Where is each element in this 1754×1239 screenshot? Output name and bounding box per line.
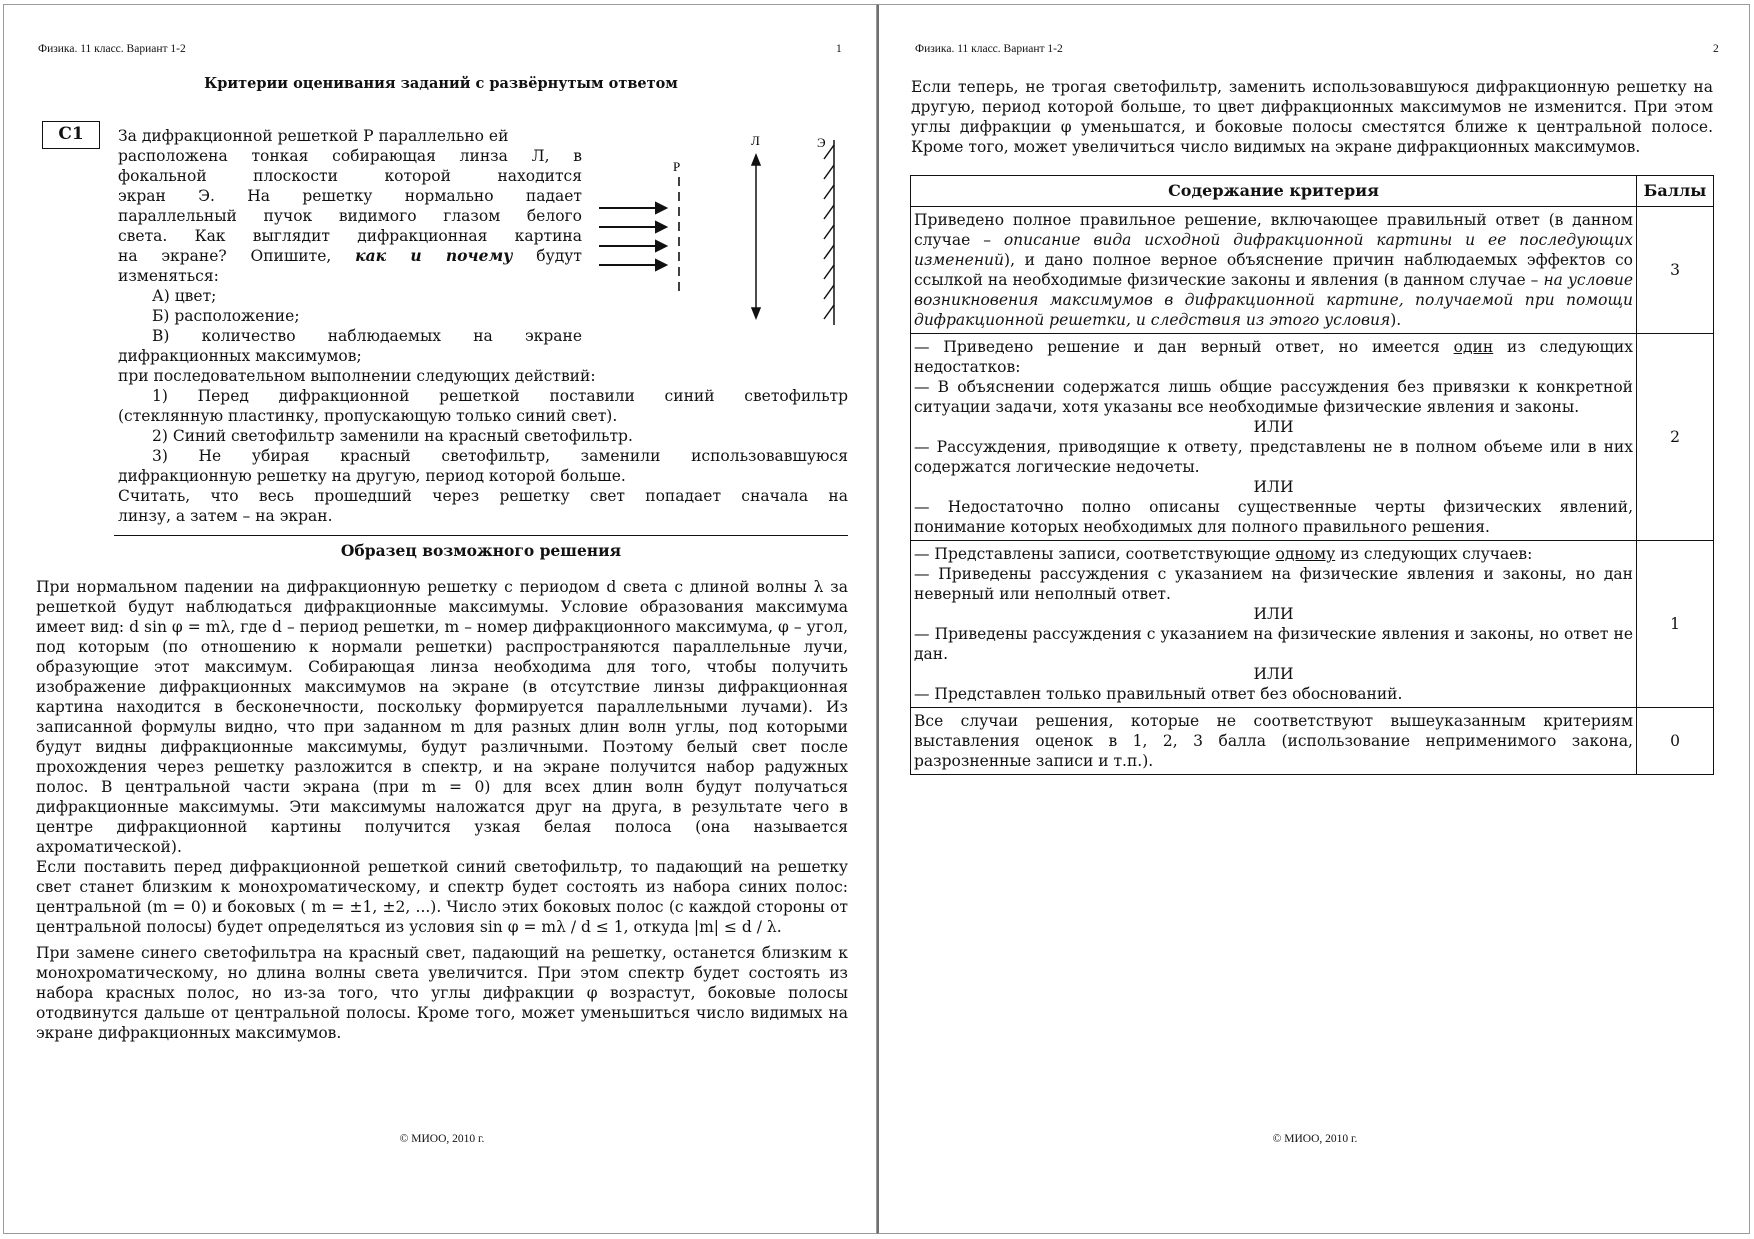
criteria-italic: описание вида исходной дифракционной картины и ее последующих изменений	[914, 231, 1633, 269]
criteria-text: из следующих случаев:	[1340, 545, 1533, 563]
action-3: 3) Не убирая красный светофильтр, заменили использовавшуюся	[152, 447, 848, 465]
table-row	[911, 207, 1714, 334]
table-row	[911, 541, 1714, 708]
task-line: За дифракционной решеткой Р параллельно ей	[118, 127, 509, 145]
task-emphasis: как и почему	[355, 246, 513, 265]
criteria-table	[910, 175, 1714, 775]
task-line-text: на экране? Опишите,	[118, 247, 332, 265]
assumption: Считать, что весь прошедший через решетку свет попадает сначала на	[118, 487, 848, 505]
page-footer: © МИОО, 2010 г.	[1272, 1133, 1358, 1145]
points-cell: 3	[1637, 207, 1714, 334]
criteria-line	[914, 544, 1633, 564]
criteria-line: — Приведены рассуждения с указанием на физические явления и законы, но дан неверный или неполный ответ.	[914, 565, 1633, 603]
page-number: 2	[1713, 43, 1719, 55]
table-row	[911, 334, 1714, 541]
criteria-cell	[911, 207, 1637, 334]
or-separator: ИЛИ	[1253, 605, 1294, 623]
task-statement	[118, 126, 582, 366]
or-separator: ИЛИ	[1253, 665, 1294, 683]
action-3-cont: дифракционную решетку на другую, период которой больше.	[118, 467, 626, 485]
light-beam-arrows	[599, 203, 666, 270]
task-actions	[118, 366, 848, 526]
item-v: В) количество наблюдаемых на экране	[152, 327, 582, 345]
criteria-text: ), и дано полное верное объяснение причин наблюдаемых эффектов со ссылкой на необходимые физические законы и явления (в данном случае –	[914, 251, 1633, 289]
optics-diagram	[594, 125, 854, 330]
page-header: Физика. 11 класс. Вариант 1-2	[38, 43, 186, 55]
intro-paragraph: Если теперь, не трогая светофильтр, заменить использовавшуюся дифракционную решетку на другую, период которой больше, то цвет дифракционных максимумов не изменится. При этом углы дифракции φ уменьшатся, и боковые полосы сместятся ближе к центральной полосе. Кроме того, может увеличиться число видимых на экране дифракционных максимумов.	[911, 78, 1713, 156]
criteria-line: — В объяснении содержатся лишь общие рассуждения без привязки к конкретной ситуации задачи, хотя указаны все необходимые физические явления и законы.	[914, 378, 1633, 416]
screen-label: Э	[817, 135, 826, 150]
criteria-line: — Рассуждения, приводящие к ответу, представлены не в полном объеме или в них содержатся логические недочеты.	[914, 438, 1633, 476]
page-2	[877, 4, 1750, 1234]
criteria-italic: на условие возникновения максимумов в дифракционной картине, получаемой при помощи дифракционной решетки, и следствия из этого условия	[914, 271, 1633, 329]
points-cell: 1	[1637, 541, 1714, 708]
criteria-cell	[911, 541, 1637, 708]
points-cell: 2	[1637, 334, 1714, 541]
column-header-points: Баллы	[1637, 176, 1714, 207]
grating-label: Р	[673, 159, 681, 174]
task-line: фокальной плоскости которой находится	[118, 167, 582, 185]
criteria-line	[914, 337, 1633, 377]
criteria-line: — Приведены рассуждения с указанием на физические явления и законы, но ответ не дан.	[914, 625, 1633, 663]
page-header: Физика. 11 класс. Вариант 1-2	[915, 43, 1063, 55]
table-header-row	[911, 176, 1714, 207]
or-separator: ИЛИ	[1253, 418, 1294, 436]
criteria-text: ).	[1390, 311, 1402, 329]
page-title: Критерии оценивания заданий с развёрнутым ответом	[204, 75, 678, 92]
task-line: параллельный пучок видимого глазом белого	[118, 207, 582, 225]
points-cell: 0	[1637, 708, 1714, 775]
task-line-text: будут	[536, 247, 582, 265]
or-separator: ИЛИ	[1253, 478, 1294, 496]
column-header-criteria: Содержание критерия	[911, 176, 1637, 207]
task-line: изменяться:	[118, 267, 219, 285]
page-footer: © МИОО, 2010 г.	[399, 1133, 485, 1145]
page-number: 1	[836, 43, 842, 55]
section-divider	[114, 535, 848, 536]
action-1: 1) Перед дифракционной решеткой поставили синий светофильтр	[152, 387, 848, 405]
task-label: С1	[42, 121, 100, 149]
lens-label: Л	[751, 133, 760, 148]
task-line: экран Э. На решетку нормально падает	[118, 187, 582, 205]
action-2: 2) Синий светофильтр заменили на красный светофильтр.	[152, 427, 633, 445]
solution-text	[36, 577, 848, 1043]
solution-paragraph: При замене синего светофильтра на красный свет, падающий на решетку, останется близким к монохроматическому, но длина волны света увеличится. При этом спектр будет состоять из набора красных полос, но из-за того, что углы дифракции φ возрастут, боковые полосы отодвинутся дальше от центральной полосы. Кроме того, может уменьшиться число видимых на экране дифракционных максимумов.	[36, 944, 848, 1042]
action-1-cont: (стеклянную пластинку, пропускающую только синий свет).	[118, 407, 618, 425]
criteria-cell	[911, 334, 1637, 541]
table-row	[911, 708, 1714, 775]
item-b: Б) расположение;	[152, 307, 300, 325]
criteria-text: Приведено полное правильное решение, включающее правильный ответ (в данном случае –	[914, 211, 1633, 249]
actions-intro: при последовательном выполнении следующих действий:	[118, 367, 596, 385]
criteria-text: — Представлены записи, соответствующие	[914, 545, 1271, 563]
criteria-underlined: одному	[1275, 545, 1336, 563]
item-a: А) цвет;	[152, 287, 217, 305]
criteria-text: — Приведено решение и дан верный ответ, но имеется	[914, 338, 1440, 356]
criteria-text: из следующих недостатков:	[914, 338, 1633, 376]
criteria-cell: Все случаи решения, которые не соответствуют вышеуказанным критериям выставления оценок в 1, 2, 3 балла (использование неприменимого закона, разрозненные записи и т.п.).	[911, 708, 1637, 775]
criteria-line: — Представлен только правильный ответ без обоснований.	[914, 685, 1403, 703]
screen	[824, 140, 834, 325]
page-1	[3, 4, 877, 1234]
task-line: света. Как выглядит дифракционная картина	[118, 227, 582, 245]
lens-arrow	[752, 155, 760, 318]
criteria-underlined: один	[1453, 338, 1494, 356]
solution-paragraph: При нормальном падении на дифракционную решетку с периодом d света с длиной волны λ за решеткой будут наблюдаться дифракционные максимумы. Условие образования максимума имеет вид: d sin φ = mλ, где d – период решетки, m – номер дифракционного максимума, φ – угол, под которым (по отношению к нормали решетки) распространяются параллельные лучи, образующие этот максимум. Собирающая линза необходима для того, чтобы получить изображение дифракционных максимумов на экране (в отсутствие линзы дифракционная картина находится в бесконечности, поскольку формируется параллельными лучами). Из записанной формулы видно, что при заданном m для разных длин волн углы, под которыми будут видны дифракционные максимумы, будут различными. Поэтому белый свет после прохождения через решетку разложится в спектр, и на экране получится набор радужных полос. В центральной части экрана (при m = 0) для всех длин волн будут получаться дифракционные максимумы. Эти максимумы наложатся друг на друга, в результате чего в центре дифракционной картины получится узкая белая полоса (она называется ахроматической).	[36, 578, 848, 856]
task-line: расположена тонкая собирающая линза Л, в	[118, 147, 582, 165]
item-v-cont: дифракционных максимумов;	[118, 347, 362, 365]
task-line	[118, 246, 582, 266]
assumption-cont: линзу, а затем – на экран.	[118, 507, 333, 525]
solution-title: Образец возможного решения	[340, 541, 622, 560]
solution-paragraph: Если поставить перед дифракционной решеткой синий светофильтр, то падающий на решетку свет станет близким к монохроматическому, и спектр будет состоять из набора синих полос: центральной (m = 0) и боковых ( m = ±1, ±2, ...). Число этих боковых полос (с каждой стороны от центральной полосы) будет определяться из условия sin φ = mλ / d ≤ 1, откуда |m| ≤ d / λ.	[36, 858, 848, 936]
criteria-line: — Недостаточно полно описаны существенные черты физических явлений, понимание которых необходимых для полного правильного решения.	[914, 498, 1633, 536]
